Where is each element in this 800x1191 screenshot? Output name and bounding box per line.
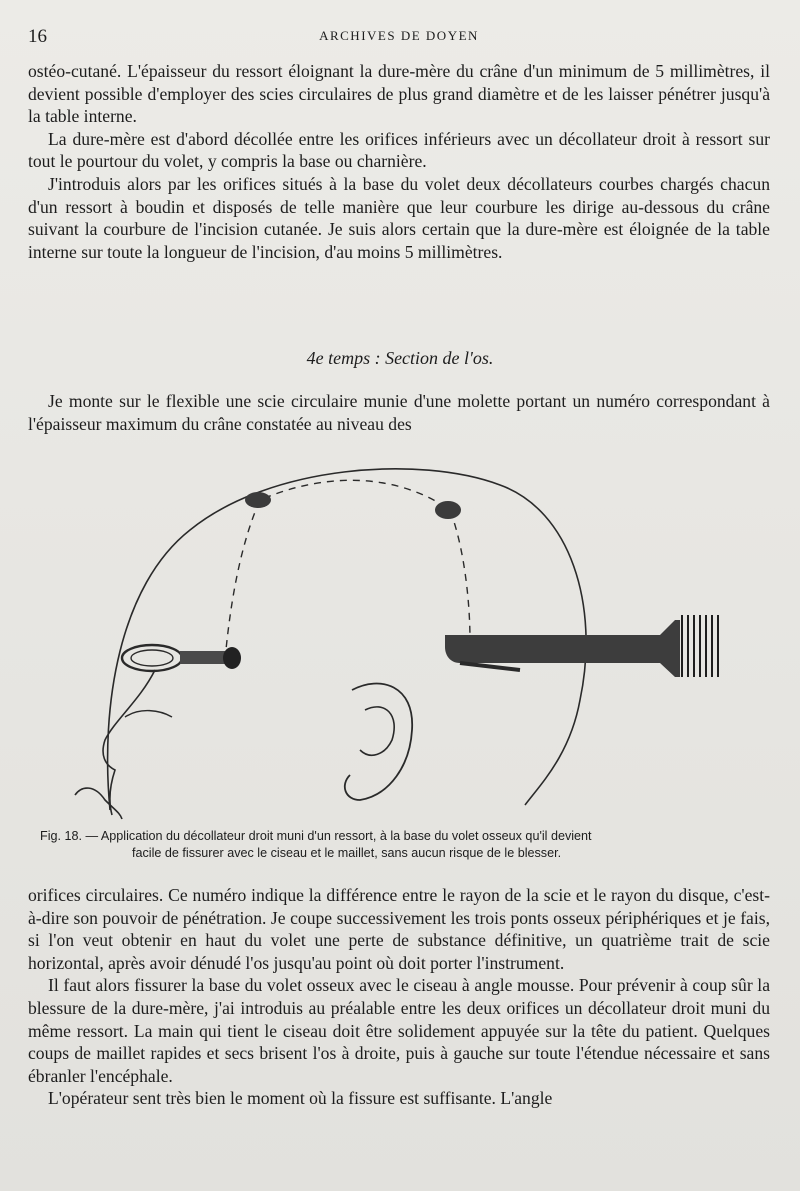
page-header bbox=[28, 26, 770, 50]
text-block-bottom bbox=[28, 884, 770, 1110]
running-title: ARCHIVES DE DOYEN bbox=[319, 28, 479, 43]
text-block-top bbox=[28, 60, 770, 263]
paragraph: L'opérateur sent très bien le moment où la fissure est suffisante. L'angle bbox=[48, 1088, 553, 1109]
nose bbox=[75, 788, 122, 819]
ear bbox=[345, 683, 412, 800]
burr-hole bbox=[245, 492, 271, 508]
figure-caption bbox=[40, 828, 770, 862]
face-profile bbox=[103, 670, 155, 815]
burr-hole bbox=[435, 501, 461, 519]
caption-line: Fig. 18. — Application du décollateur droit muni d'un ressort, à la base du volet osseux qu'il devient bbox=[40, 829, 592, 843]
page-number: 16 bbox=[28, 26, 47, 47]
spring-dissector-right bbox=[445, 615, 718, 677]
paragraph: Il faut alors fissurer la base du volet osseux avec le ciseau à angle mousse. Pour prévenir à coup sûr la blessure de la dure-mère, j'ai introduis au préalable entre les deux orifices un décollateur droit muni du même ressort. La main qui tient le ciseau doit être solidement appuyée sur la tête du patient. Quelques coups de maillet rapides et secs brisent l'os à droite, puis à gauche sur toute l'étendue nécessaire et sans ébranler l'encéphale. bbox=[28, 975, 770, 1086]
eye bbox=[125, 711, 172, 717]
paragraph: La dure-mère est d'abord décollée entre les orifices inférieurs avec un décollateur droit à ressort sur tout le pourtour du volet, y compris la base ou charnière. bbox=[28, 128, 770, 172]
paragraph: Je monte sur le flexible une scie circulaire munie d'une molette portant un numéro correspondant à l'épaisseur maximum du crâne constatée au niveau des bbox=[28, 391, 770, 434]
paragraph: orifices circulaires. Ce numéro indique la différence entre le rayon de la scie et le rayon du disque, c'est-à-dire son pouvoir de pénétration. Je coupe successivement les trois ponts osseux périphériques et je fais, si l'on veut obtenir en haut du volet une perte de substance définitive, un quatrième trait de scie horizontal, après avoir dénudé l'os jusqu'au point où doit porter l'instrument. bbox=[28, 885, 770, 973]
paragraph: ostéo-cutané. L'épaisseur du ressort éloignant la dure-mère du crâne d'un minimum de 5 millimètres, il devient possible d'employer des scies circulaires de plus grand diamètre et de les laisser pénétrer jusqu'à la table interne. bbox=[28, 61, 770, 127]
caption-line: facile de fissurer avec le ciseau et le maillet, sans aucun risque de le blesser. bbox=[132, 846, 562, 860]
section-title: 4e temps : Section de l'os. bbox=[306, 348, 494, 368]
figure-illustration bbox=[60, 455, 780, 825]
paragraph: J'introduis alors par les orifices situés à la base du volet deux décollateurs courbes chargés chacun d'un ressort à boudin et disposés de telle manière que leur courbure les dirige au-dessous du crâne suivant la courbure de l'incision cutanée. Je suis alors certain que la dure-mère est éloignée de la table interne sur toute la longueur de l'incision, d'au moins 5 millimètres. bbox=[28, 173, 770, 262]
text-block-middle bbox=[28, 390, 770, 435]
